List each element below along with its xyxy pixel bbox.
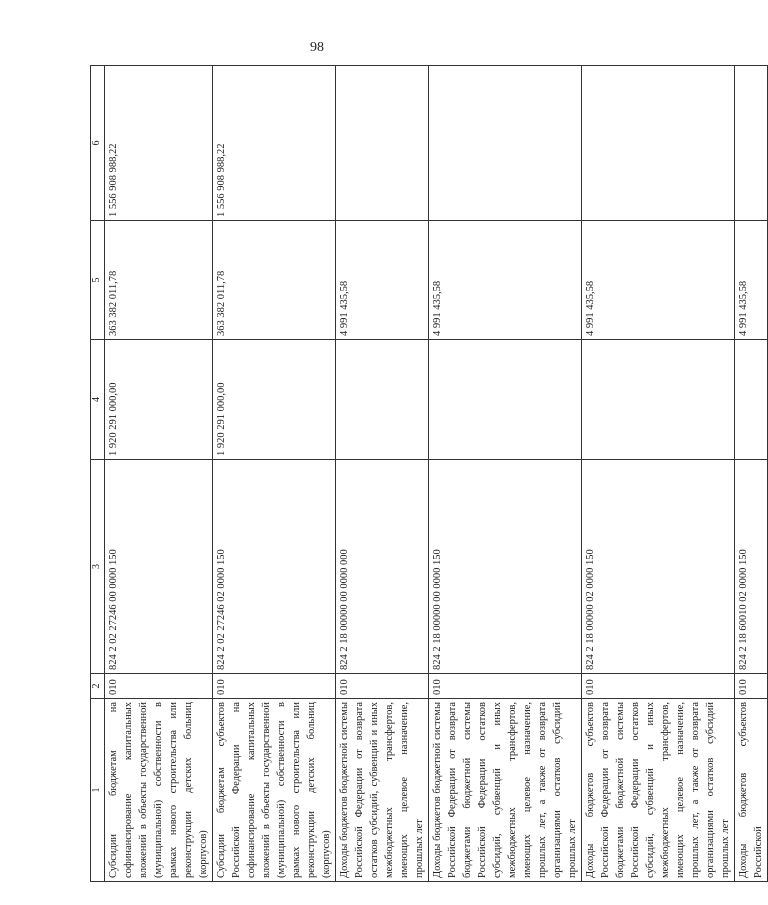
row-description: Субсидии бюджетам на софинансирование капитальных вложений в объекты государственной (муниципальной) собственности в рамках нового строительства или реконструкции детских больниц (корпусов): [105, 699, 213, 882]
table-row: [336, 66, 429, 882]
header-cell: 2: [91, 674, 105, 699]
row-description: Доходы бюджетов субъектов Российской Федерации от возврата бюджетами бюджетной системы Российской Федерации остатков субсидий, субвенций и иных межбюджетных трансфертов, имеющих целевое назначение, прошлых лет, а также от возврата организациями остатков субсидий прошлых лет: [582, 699, 735, 882]
row-value-col4: [582, 340, 735, 460]
row-code: 010: [429, 674, 582, 699]
row-kbk-code: 824 2 02 27246 02 0000 150: [213, 460, 336, 674]
row-value-col4: 1 920 291 000,00: [105, 340, 213, 460]
table-row: [213, 66, 336, 882]
rotated-table-frame: [90, 66, 764, 882]
row-value-col5: 4 991 435,58: [429, 221, 582, 340]
row-description: Доходы бюджетов субъектов Российской: [735, 699, 768, 882]
header-cell: 4: [91, 340, 105, 460]
row-value-col6: 1 556 908 988,22: [105, 66, 213, 221]
row-code: 010: [582, 674, 735, 699]
header-cell: 5: [91, 221, 105, 340]
row-value-col4: 1 920 291 000,00: [213, 340, 336, 460]
row-value-col5: 363 382 011,78: [213, 221, 336, 340]
row-value-col6: [336, 66, 429, 221]
row-value-col6: [735, 66, 768, 221]
row-code: 010: [213, 674, 336, 699]
table-row: [582, 66, 735, 882]
row-code: 010: [336, 674, 429, 699]
row-value-col4: [336, 340, 429, 460]
table-row: [105, 66, 213, 882]
row-code: 010: [735, 674, 768, 699]
row-value-col5: 4 991 435,58: [582, 221, 735, 340]
header-cell: 6: [91, 66, 105, 221]
table-row: [735, 66, 768, 882]
row-kbk-code: 824 2 18 00000 00 0000 150: [429, 460, 582, 674]
header-cell: 1: [91, 699, 105, 882]
row-description: Субсидии бюджетам субъектов Российской Федерации на софинансирование капитальных вложений в объекты государственной (муниципальной) собственности в рамках нового строительства или реконструкции детских больниц (корпусов): [213, 699, 336, 882]
row-value-col4: [429, 340, 582, 460]
row-value-col5: 4 991 435,58: [735, 221, 768, 340]
table-header-row: [91, 66, 105, 882]
row-description: Доходы бюджетов бюджетной системы Российской Федерации от возврата остатков субсидий, субвенций и иных межбюджетных трансфертов, имеющих целевое назначение, прошлых лет: [336, 699, 429, 882]
row-kbk-code: 824 2 18 00000 00 0000 000: [336, 460, 429, 674]
header-cell: 3: [91, 460, 105, 674]
table-row: [429, 66, 582, 882]
budget-income-table: [90, 65, 768, 882]
row-value-col5: 4 991 435,58: [336, 221, 429, 340]
page-number: 98: [310, 40, 324, 55]
row-value-col6: [429, 66, 582, 221]
row-value-col6: 1 556 908 988,22: [213, 66, 336, 221]
row-value-col5: 363 382 011,78: [105, 221, 213, 340]
row-code: 010: [105, 674, 213, 699]
row-kbk-code: 824 2 18 60010 02 0000 150: [735, 460, 768, 674]
row-value-col6: [582, 66, 735, 221]
row-kbk-code: 824 2 18 00000 02 0000 150: [582, 460, 735, 674]
row-value-col4: [735, 340, 768, 460]
row-description: Доходы бюджетов бюджетной системы Российской Федерации от возврата бюджетами бюджетной системы Российской Федерации остатков субсидий, субвенций и иных межбюджетных трансфертов, имеющих целевое назначение, прошлых лет, а также от возврата организациями остатков субсидий прошлых лет: [429, 699, 582, 882]
table-container: [90, 66, 764, 882]
row-kbk-code: 824 2 02 27246 00 0000 150: [105, 460, 213, 674]
